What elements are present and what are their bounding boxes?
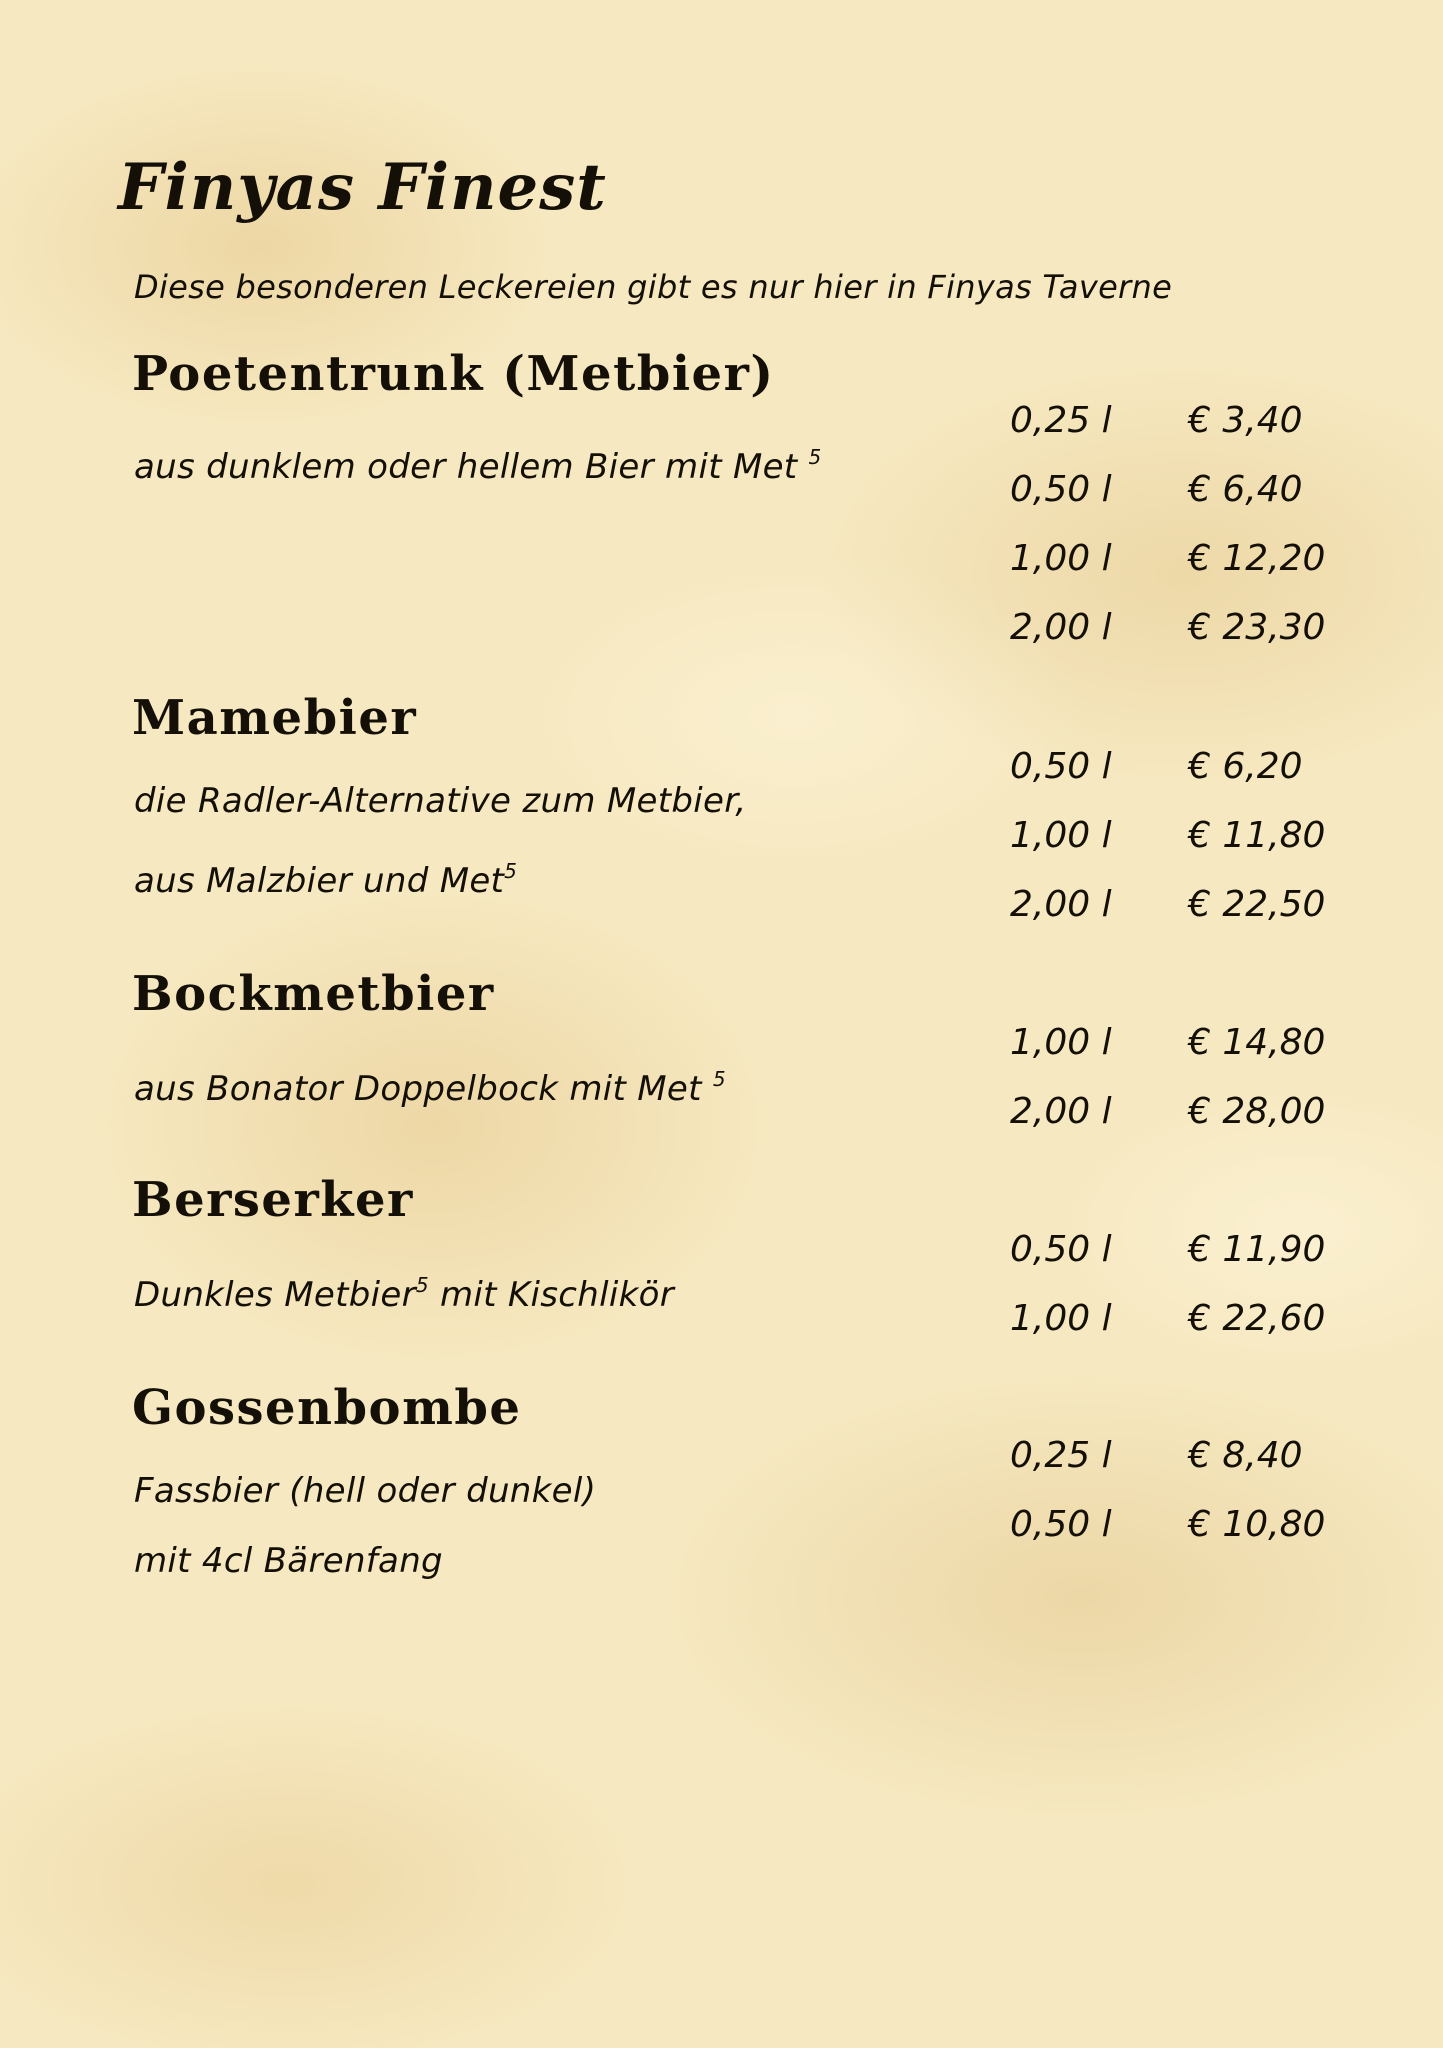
- price: € 28,00: [1188, 1091, 1326, 1132]
- price: € 10,80: [1188, 1504, 1326, 1545]
- item-name-mamebier: Mamebier: [132, 690, 418, 746]
- price-row: [1010, 1490, 1350, 1559]
- price: € 22,50: [1188, 884, 1326, 925]
- volume: 1,00 l: [1010, 815, 1112, 856]
- volume: 0,50 l: [1010, 1229, 1112, 1270]
- price-list-mamebier: [1010, 732, 1350, 939]
- price-row: [1010, 386, 1350, 455]
- volume: 2,00 l: [1010, 607, 1112, 648]
- price-row: [1010, 1421, 1350, 1490]
- volume: 1,00 l: [1010, 1298, 1112, 1339]
- menu-title: Finyas Finest: [118, 150, 607, 225]
- price: € 6,40: [1188, 469, 1303, 510]
- price: € 3,40: [1188, 400, 1303, 441]
- volume: 0,50 l: [1010, 746, 1112, 787]
- footnote-marker: 5: [808, 445, 822, 469]
- item-description-gossenbombe: [134, 1456, 596, 1596]
- description-line: die Radler-Alternative zum Metbier,: [134, 781, 747, 821]
- description-line: Dunkles Metbier$^5$ mit Kischlikör: [134, 1273, 674, 1315]
- price: € 14,80: [1188, 1022, 1326, 1063]
- volume: 0,25 l: [1010, 400, 1112, 441]
- price-row: [1010, 593, 1350, 662]
- volume: 2,00 l: [1010, 884, 1112, 925]
- item-name-bockmetbier: Bockmetbier: [132, 966, 495, 1022]
- price-row: [1010, 732, 1350, 801]
- item-description-berserker: [134, 1250, 674, 1330]
- price: € 8,40: [1188, 1435, 1303, 1476]
- price-row: [1010, 1215, 1350, 1284]
- price-list-bockmetbier: [1010, 1008, 1350, 1146]
- item-name-poetentrunk: Poetentrunk (Metbier): [132, 346, 775, 402]
- volume: 1,00 l: [1010, 1022, 1112, 1063]
- price-row: [1010, 1008, 1350, 1077]
- item-description-mamebier: [134, 766, 747, 916]
- footnote-marker: 5: [504, 859, 518, 883]
- description-line: aus dunklem oder hellem Bier mit Met $^5$: [134, 445, 822, 487]
- volume: 0,50 l: [1010, 469, 1112, 510]
- volume: 1,00 l: [1010, 538, 1112, 579]
- description-line: mit 4cl Bärenfang: [134, 1541, 443, 1581]
- item-name-gossenbombe: Gossenbombe: [132, 1380, 522, 1436]
- price-row: [1010, 1077, 1350, 1146]
- volume: 0,50 l: [1010, 1504, 1112, 1545]
- price-row: [1010, 1284, 1350, 1353]
- price-row: [1010, 801, 1350, 870]
- footnote-marker: 5: [415, 1273, 429, 1297]
- item-description-bockmetbier: [134, 1044, 726, 1124]
- volume: 0,25 l: [1010, 1435, 1112, 1476]
- price: € 12,20: [1188, 538, 1326, 579]
- footnote-marker: 5: [712, 1067, 726, 1091]
- item-description-poetentrunk: [134, 422, 822, 502]
- price: € 23,30: [1188, 607, 1326, 648]
- description-line: Fassbier (hell oder dunkel): [134, 1471, 597, 1511]
- description-line: aus Malzbier und Met$^5$: [134, 859, 518, 901]
- price: € 22,60: [1188, 1298, 1326, 1339]
- price-row: [1010, 870, 1350, 939]
- item-name-berserker: Berserker: [132, 1172, 414, 1228]
- description-line: aus Bonator Doppelbock mit Met $^5$: [134, 1067, 726, 1109]
- menu-subtitle: Diese besonderen Leckereien gibt es nur hier in Finyas Taverne: [134, 268, 1173, 306]
- price: € 6,20: [1188, 746, 1303, 787]
- price-list-berserker: [1010, 1215, 1350, 1353]
- price: € 11,90: [1188, 1229, 1326, 1270]
- price-row: [1010, 524, 1350, 593]
- volume: 2,00 l: [1010, 1091, 1112, 1132]
- price-list-poetentrunk: [1010, 386, 1350, 662]
- price-row: [1010, 455, 1350, 524]
- price: € 11,80: [1188, 815, 1326, 856]
- price-list-gossenbombe: [1010, 1421, 1350, 1559]
